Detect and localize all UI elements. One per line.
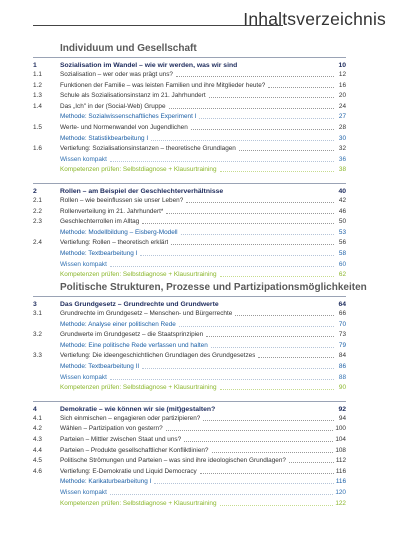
toc-entry[interactable] bbox=[33, 111, 346, 121]
entry-page: 36 bbox=[338, 155, 346, 163]
entry-title: Methode: Sozialwissenschaftliches Experiment I bbox=[60, 113, 197, 121]
entry-number: 1 bbox=[33, 62, 37, 69]
dot-leader bbox=[110, 161, 334, 162]
entry-title: Grundrechte im Grundgesetz – Menschen- und Bürgerrechte bbox=[60, 310, 233, 317]
entry-number: 1.3 bbox=[33, 92, 42, 100]
dot-leader bbox=[179, 326, 334, 327]
entry-title: Methode: Statistikbearbeitung I bbox=[60, 134, 149, 142]
entry-title: Sozialisation – wer oder was prägt uns? bbox=[60, 71, 173, 78]
entry-page: 28 bbox=[338, 124, 346, 131]
toc-entry[interactable] bbox=[33, 487, 346, 497]
dot-leader bbox=[110, 266, 334, 267]
entry-title: Kompetenzen prüfen: Selbstdiagnose + Klausurtraining bbox=[60, 499, 217, 507]
entry-page: 92 bbox=[338, 405, 346, 413]
entry-number: 1.6 bbox=[33, 145, 42, 153]
toc-entry[interactable] bbox=[33, 476, 346, 486]
entry-title: Sozialisation im Wandel – wie wir werden, was wir sind bbox=[60, 62, 238, 69]
entry-page: 86 bbox=[338, 363, 346, 370]
entry-title: Politische Strömungen und Parteien – was sind ihre ideologischen Grundlagen? bbox=[60, 457, 286, 465]
toc-entry[interactable] bbox=[33, 269, 346, 279]
dot-leader bbox=[199, 118, 334, 119]
section-title: Politische Strukturen, Prozesse und Partizipationsmöglichkeiten bbox=[60, 282, 367, 293]
entry-page: 40 bbox=[338, 188, 346, 195]
dot-leader bbox=[140, 255, 334, 256]
entry-title: Methode: Analyse einer politischen Rede bbox=[60, 320, 176, 328]
dot-leader bbox=[154, 483, 334, 484]
entry-page: 116 bbox=[335, 467, 346, 475]
entry-title: Kompetenzen prüfen: Selbstdiagnose + Klausurtraining bbox=[60, 166, 217, 174]
dot-leader bbox=[239, 150, 334, 151]
toc-entry[interactable] bbox=[33, 164, 346, 174]
toc-entry[interactable] bbox=[33, 372, 346, 382]
entry-title: Wissen kompakt bbox=[60, 489, 107, 496]
toc-entry[interactable] bbox=[33, 466, 346, 476]
entry-title: Kompetenzen prüfen: Selbstdiagnose + Klausurtraining bbox=[60, 384, 217, 392]
entry-page: 79 bbox=[338, 341, 346, 349]
dot-leader bbox=[200, 473, 334, 474]
entry-title: Das „Ich" in der (Social-Web) Gruppe bbox=[60, 102, 166, 110]
dot-leader bbox=[110, 379, 334, 380]
entry-page: 46 bbox=[338, 207, 346, 215]
dot-leader bbox=[220, 505, 334, 506]
toc-entry[interactable] bbox=[33, 382, 346, 392]
toc-entry[interactable] bbox=[33, 154, 346, 164]
entry-page: 62 bbox=[338, 271, 346, 279]
entry-page: 64 bbox=[338, 301, 346, 308]
entry-title: Schule als Sozialisationsinstanz im 21. Jahrhundert bbox=[60, 92, 206, 100]
toc-entry[interactable] bbox=[33, 122, 346, 132]
entry-title: Demokratie – wie können wir sie (mit)gestalten? bbox=[60, 405, 216, 413]
dot-leader bbox=[110, 494, 333, 495]
entry-page: 42 bbox=[338, 197, 346, 204]
entry-page: 112 bbox=[335, 457, 346, 465]
entry-number: 3 bbox=[33, 301, 37, 308]
entry-page: 104 bbox=[335, 436, 346, 443]
entry-number: 4.4 bbox=[33, 446, 42, 454]
toc-entry[interactable] bbox=[33, 248, 346, 258]
dot-leader bbox=[142, 368, 334, 369]
entry-page: 116 bbox=[335, 478, 346, 486]
entry-number: 3.2 bbox=[33, 331, 42, 339]
toc-entry[interactable] bbox=[33, 101, 346, 111]
entry-number: 1.2 bbox=[33, 81, 42, 89]
entry-page: 24 bbox=[338, 102, 346, 110]
entry-number: 3.3 bbox=[33, 352, 42, 360]
entry-page: 70 bbox=[338, 320, 346, 328]
entry-page: 120 bbox=[335, 489, 346, 496]
entry-number: 4.2 bbox=[33, 425, 42, 433]
entry-title: Parteien – Produkte gesellschaftlicher Konfliktlinien? bbox=[60, 446, 209, 454]
entry-title: Vertiefung: Die ideengeschichtlichen Grundlagen des Grundgesetzes bbox=[60, 352, 256, 360]
entry-number: 2 bbox=[33, 188, 37, 195]
entry-page: 56 bbox=[338, 239, 346, 247]
entry-page: 66 bbox=[338, 310, 346, 317]
entry-page: 84 bbox=[338, 352, 346, 360]
page-title: Inhaltsverzeichnis bbox=[243, 9, 386, 29]
entry-number: 4.3 bbox=[33, 436, 42, 443]
toc-entry[interactable] bbox=[33, 69, 346, 79]
dot-leader bbox=[166, 430, 334, 431]
dot-leader bbox=[211, 347, 334, 348]
dot-leader bbox=[151, 140, 334, 141]
entry-page: 32 bbox=[338, 145, 346, 153]
dot-leader bbox=[184, 441, 333, 442]
dot-leader bbox=[220, 276, 335, 277]
dot-leader bbox=[186, 202, 334, 203]
toc-entry[interactable] bbox=[33, 350, 346, 360]
dot-leader bbox=[176, 76, 334, 77]
entry-title: Das Grundgesetz – Grundrechte und Grundwerte bbox=[60, 301, 219, 308]
entry-page: 94 bbox=[338, 414, 346, 422]
entry-title: Methode: Textbearbeitung II bbox=[60, 363, 140, 370]
toc-entry[interactable] bbox=[33, 143, 346, 153]
entry-number: 4.1 bbox=[33, 414, 42, 422]
entry-title: Parteien – Mittler zwischen Staat und uns? bbox=[60, 436, 182, 443]
entry-number: 3.1 bbox=[33, 310, 42, 317]
entry-number: 2.2 bbox=[33, 207, 42, 215]
entry-number: 2.3 bbox=[33, 218, 42, 226]
entry-page: 100 bbox=[335, 425, 346, 433]
entry-page: 38 bbox=[338, 166, 346, 174]
entry-page: 88 bbox=[338, 373, 346, 381]
entry-title: Wissen kompakt bbox=[60, 155, 107, 163]
toc-entry[interactable] bbox=[33, 195, 346, 205]
toc-entry[interactable] bbox=[33, 455, 346, 465]
entry-number: 2.1 bbox=[33, 197, 42, 204]
entry-title: Vertiefung: Sozialisationsinstanzen – theoretische Grundlagen bbox=[60, 145, 236, 153]
entry-title: Rollen – am Beispiel der Geschlechterverhältnisse bbox=[60, 188, 224, 195]
entry-page: 108 bbox=[335, 446, 346, 454]
toc-entry[interactable] bbox=[33, 80, 346, 90]
toc-entry[interactable] bbox=[33, 329, 346, 339]
dot-leader bbox=[209, 97, 334, 98]
entry-title: Methode: Karikaturbearbeitung I bbox=[60, 478, 152, 486]
toc-entry[interactable] bbox=[33, 308, 346, 318]
entry-number: 1.4 bbox=[33, 102, 42, 110]
entry-page: 73 bbox=[338, 331, 346, 339]
entry-number: 4.6 bbox=[33, 467, 42, 475]
toc-entry[interactable] bbox=[33, 434, 346, 444]
entry-title: Kompetenzen prüfen: Selbstdiagnose + Klausurtraining bbox=[60, 271, 217, 279]
dot-leader bbox=[171, 244, 334, 245]
entry-page: 90 bbox=[338, 384, 346, 392]
section-title: Individuum und Gesellschaft bbox=[60, 43, 197, 54]
entry-page: 12 bbox=[338, 71, 346, 78]
dot-leader bbox=[258, 357, 334, 358]
toc-entry[interactable] bbox=[33, 498, 346, 508]
toc-entry[interactable] bbox=[33, 237, 346, 247]
entry-page: 30 bbox=[338, 134, 346, 142]
dot-leader bbox=[235, 315, 334, 316]
dot-leader bbox=[166, 213, 334, 214]
entry-page: 20 bbox=[338, 92, 346, 100]
entry-title: Methode: Modellbildung – Eisberg-Modell bbox=[60, 228, 178, 236]
dot-leader bbox=[169, 108, 334, 109]
toc-entry[interactable] bbox=[33, 90, 346, 100]
entry-title: Sich einmischen – engagieren oder partizipieren? bbox=[60, 414, 201, 422]
dot-leader bbox=[206, 336, 334, 337]
toc-entry[interactable] bbox=[33, 259, 346, 269]
toc-entry[interactable] bbox=[33, 423, 346, 433]
dot-leader bbox=[142, 223, 334, 224]
toc-entry[interactable] bbox=[33, 206, 346, 216]
entry-title: Vertiefung: Rollen – theoretisch erklärt bbox=[60, 239, 169, 247]
toc-entry[interactable] bbox=[33, 133, 346, 143]
entry-page: 58 bbox=[338, 250, 346, 257]
entry-number: 2.4 bbox=[33, 239, 42, 247]
entry-title: Vertiefung: E-Demokratie und Liquid Democracy bbox=[60, 467, 197, 475]
entry-title: Wissen kompakt bbox=[60, 373, 107, 381]
entry-page: 122 bbox=[335, 499, 346, 507]
toc-entry[interactable] bbox=[33, 413, 346, 423]
entry-title: Geschlechterrollen im Alltag bbox=[60, 218, 140, 226]
dot-leader bbox=[212, 452, 334, 453]
entry-page: 10 bbox=[338, 62, 346, 69]
entry-title: Rollenverteilung im 21. Jahrhundert* bbox=[60, 207, 164, 215]
entry-title: Rollen – wie beeinflussen sie unser Leben? bbox=[60, 197, 184, 204]
entry-title: Methode: Textbearbeitung I bbox=[60, 250, 138, 257]
entry-number: 4 bbox=[33, 405, 37, 413]
entry-title: Methode: Eine politische Rede verfassen und halten bbox=[60, 341, 208, 349]
entry-page: 53 bbox=[338, 228, 346, 236]
entry-page: 50 bbox=[338, 218, 346, 226]
dot-leader bbox=[220, 389, 335, 390]
entry-title: Funktionen der Familie – was leisten Familien und ihre Mitglieder heute? bbox=[60, 81, 266, 89]
toc-entry[interactable] bbox=[33, 216, 346, 226]
entry-title: Wählen – Partizipation von gestern? bbox=[60, 425, 163, 433]
entry-title: Grundwerte im Grundgesetz – die Staatsprinzipien bbox=[60, 331, 204, 339]
entry-number: 1.5 bbox=[33, 124, 42, 131]
dot-leader bbox=[181, 234, 334, 235]
entry-page: 27 bbox=[338, 113, 346, 121]
toc-entry[interactable] bbox=[33, 319, 346, 329]
entry-number: 4.5 bbox=[33, 457, 42, 465]
entry-title: Wissen kompakt bbox=[60, 260, 107, 268]
toc-entry[interactable] bbox=[33, 340, 346, 350]
entry-page: 60 bbox=[338, 260, 346, 268]
entry-title: Werte- und Normenwandel von Jugendlichen bbox=[60, 124, 188, 131]
toc-entry[interactable] bbox=[33, 361, 346, 371]
dot-leader bbox=[203, 420, 334, 421]
entry-number: 1.1 bbox=[33, 71, 42, 78]
toc-entry[interactable] bbox=[33, 445, 346, 455]
dot-leader bbox=[289, 462, 334, 463]
dot-leader bbox=[191, 129, 334, 130]
entry-page: 16 bbox=[338, 81, 346, 89]
toc-entry[interactable] bbox=[33, 227, 346, 237]
dot-leader bbox=[268, 87, 334, 88]
dot-leader bbox=[220, 171, 335, 172]
